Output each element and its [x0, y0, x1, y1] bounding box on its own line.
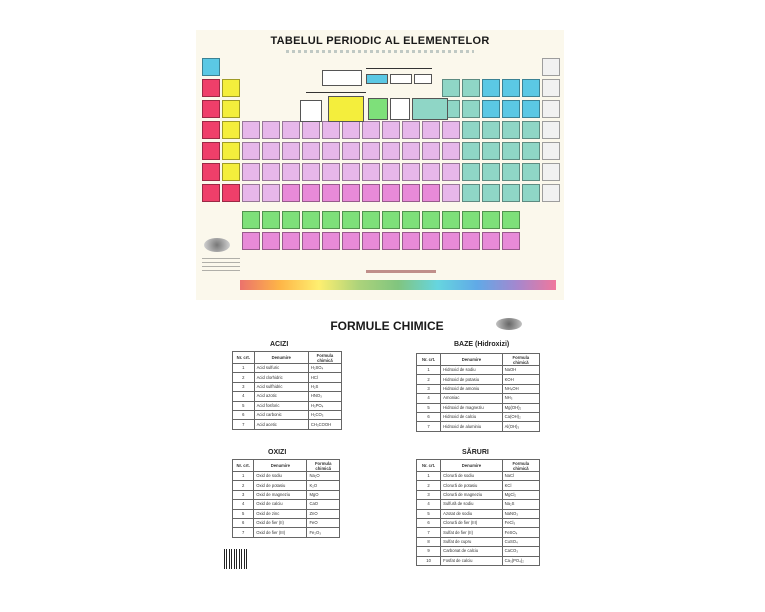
- element-cell: [202, 163, 220, 181]
- table-row: [417, 481, 540, 490]
- element-cell: [482, 100, 500, 118]
- table-cell: HNO₃: [308, 392, 341, 401]
- table-cell: 7: [417, 422, 441, 431]
- table-header-cell: Nr. crt.: [417, 354, 441, 366]
- table-cell: 3: [233, 490, 254, 499]
- table-cell: NH₄OH: [502, 384, 539, 393]
- table-cell: Fosfat de calciu: [441, 556, 502, 565]
- publisher-logo: [204, 238, 230, 252]
- logo-swirl-icon: [496, 318, 522, 330]
- table-row: [417, 547, 540, 556]
- table-row: [233, 382, 342, 391]
- table-cell: Hidroxid de potasiu: [441, 375, 502, 384]
- element-cell: [322, 121, 340, 139]
- table-cell: Hidroxid de amoniu: [441, 384, 502, 393]
- table-row: [417, 412, 540, 421]
- element-cell: [302, 184, 320, 202]
- table-cell: Carbonat de calciu: [441, 547, 502, 556]
- element-cell: [502, 232, 520, 250]
- element-cell: [262, 184, 280, 202]
- table-cell: ZnO: [307, 509, 340, 518]
- element-cell: [442, 121, 460, 139]
- table-cell: HCl: [308, 373, 341, 382]
- element-cell: [262, 163, 280, 181]
- table-row: [417, 403, 540, 412]
- table-cell: Clorură de sodiu: [441, 472, 502, 481]
- element-cell: [242, 121, 260, 139]
- table-cell: 5: [233, 509, 254, 518]
- table-cell: Sulfat de fier (II): [441, 528, 502, 537]
- table-cell: 6: [233, 410, 255, 419]
- table-cell: 5: [417, 509, 441, 518]
- baze-table: [416, 353, 540, 432]
- table-row: [233, 490, 340, 499]
- element-cell: [282, 163, 300, 181]
- table-cell: K₂O: [307, 481, 340, 490]
- table-cell: 5: [417, 403, 441, 412]
- periodic-table-poster: [196, 30, 564, 300]
- table-header-row: [417, 460, 540, 472]
- table-cell: 10: [417, 556, 441, 565]
- element-cell: [402, 121, 420, 139]
- table-cell: 2: [233, 373, 255, 382]
- table-cell: FeO: [307, 518, 340, 527]
- table-cell: Acid clorhidric: [254, 373, 308, 382]
- legend-box-1: [322, 70, 362, 86]
- element-cell: [282, 232, 300, 250]
- legend-box-4: [414, 74, 432, 84]
- table-cell: Acid sulfhidric: [254, 382, 308, 391]
- table-cell: Acid fosforic: [254, 401, 308, 410]
- table-header-cell: Denumire: [254, 352, 308, 364]
- table-cell: NaCl: [502, 472, 539, 481]
- element-cell: [322, 142, 340, 160]
- element-cell: [382, 211, 400, 229]
- element-cell: [322, 163, 340, 181]
- element-cell: [462, 142, 480, 160]
- element-cell: [342, 121, 360, 139]
- element-cell: [202, 142, 220, 160]
- element-cell: [342, 142, 360, 160]
- element-cell: [262, 211, 280, 229]
- table-cell: Acid carbonic: [254, 410, 308, 419]
- table-cell: Acid sulfuric: [254, 364, 308, 373]
- legend-box-3: [390, 74, 412, 84]
- element-cell: [302, 121, 320, 139]
- poster-caption-strip: [366, 270, 436, 273]
- table-cell: Sulfat de cupru: [441, 537, 502, 546]
- table-row: [233, 500, 340, 509]
- table-cell: Clorură de potasiu: [441, 481, 502, 490]
- element-cell: [502, 100, 520, 118]
- legend-box-6: [300, 100, 322, 122]
- element-cell: [422, 142, 440, 160]
- table-cell: Acid acetic: [254, 420, 308, 429]
- table-row: [233, 528, 340, 537]
- table-cell: Na₂S: [502, 500, 539, 509]
- element-cell: [462, 211, 480, 229]
- table-cell: CaO: [307, 500, 340, 509]
- sheet-logo: [486, 315, 526, 331]
- table-row: [233, 364, 342, 373]
- element-cell: [482, 142, 500, 160]
- table-row: [233, 518, 340, 527]
- element-cell: [402, 211, 420, 229]
- element-cell: [322, 184, 340, 202]
- table-header-cell: Formula chimică: [307, 460, 340, 472]
- table-header-row: [417, 354, 540, 366]
- spectrum-bar: [240, 280, 556, 290]
- element-cell: [222, 100, 240, 118]
- table-cell: 1: [417, 472, 441, 481]
- baze-title: BAZE (Hidroxizi): [454, 341, 510, 348]
- table-cell: 5: [233, 401, 255, 410]
- table-cell: Amoniac: [441, 394, 502, 403]
- element-cell: [202, 58, 220, 76]
- legend-box-2: [366, 74, 388, 84]
- element-cell: [462, 184, 480, 202]
- element-cell: [242, 163, 260, 181]
- chemical-formulas-sheet: [218, 303, 556, 575]
- element-cell: [362, 121, 380, 139]
- table-cell: 2: [233, 481, 254, 490]
- element-cell: [462, 121, 480, 139]
- element-cell: [542, 79, 560, 97]
- element-cell: [242, 211, 260, 229]
- table-row: [233, 420, 342, 429]
- element-cell: [502, 142, 520, 160]
- element-cell: [382, 163, 400, 181]
- table-row: [417, 537, 540, 546]
- element-cell: [342, 163, 360, 181]
- table-header-cell: Nr. crt.: [233, 352, 255, 364]
- element-cell: [502, 121, 520, 139]
- table-cell: H₂CO₃: [308, 410, 341, 419]
- element-cell: [442, 232, 460, 250]
- element-cell: [202, 100, 220, 118]
- table-cell: Hidroxid de aluminiu: [441, 422, 502, 431]
- element-cell: [362, 232, 380, 250]
- table-cell: Oxid de sodiu: [254, 472, 307, 481]
- table-cell: NH₃: [502, 394, 539, 403]
- table-cell: 6: [417, 412, 441, 421]
- table-cell: KCl: [502, 481, 539, 490]
- element-cell: [222, 142, 240, 160]
- table-cell: Al(OH)₃: [502, 422, 539, 431]
- saruri-title: SĂRURI: [462, 449, 489, 456]
- element-cell: [262, 142, 280, 160]
- table-row: [417, 556, 540, 565]
- table-header-cell: Nr. crt.: [417, 460, 441, 472]
- table-cell: Fe₂O₃: [307, 528, 340, 537]
- element-cell: [542, 163, 560, 181]
- oxizi-table: [232, 459, 340, 538]
- table-cell: Oxid de calciu: [254, 500, 307, 509]
- table-cell: NaOH: [502, 366, 539, 375]
- element-cell: [462, 232, 480, 250]
- element-cell: [522, 163, 540, 181]
- element-cell: [502, 211, 520, 229]
- element-cell: [302, 232, 320, 250]
- element-cell: [422, 121, 440, 139]
- table-cell: 1: [233, 364, 255, 373]
- table-row: [417, 528, 540, 537]
- acizi-table: [232, 351, 342, 430]
- element-cell: [442, 163, 460, 181]
- barcode: [224, 549, 248, 569]
- table-cell: Acid azotic: [254, 392, 308, 401]
- table-cell: H₂S: [308, 382, 341, 391]
- element-cell: [342, 211, 360, 229]
- table-cell: Hidroxid de calciu: [441, 412, 502, 421]
- poster-subtitle-strip: [286, 50, 474, 53]
- table-cell: Oxid de zinc: [254, 509, 307, 518]
- element-cell: [302, 142, 320, 160]
- element-cell: [542, 100, 560, 118]
- table-cell: 3: [417, 384, 441, 393]
- table-cell: 1: [417, 366, 441, 375]
- table-cell: Ca₃(PO₄)₂: [502, 556, 539, 565]
- table-cell: NaNO₃: [502, 509, 539, 518]
- element-cell: [242, 184, 260, 202]
- element-cell: [202, 79, 220, 97]
- table-cell: 2: [417, 481, 441, 490]
- element-cell: [542, 184, 560, 202]
- element-cell: [262, 121, 280, 139]
- table-cell: 4: [417, 394, 441, 403]
- table-header-row: [233, 352, 342, 364]
- element-cell: [442, 211, 460, 229]
- table-cell: Oxid de potasiu: [254, 481, 307, 490]
- element-cell: [362, 184, 380, 202]
- element-cell: [382, 184, 400, 202]
- table-cell: Na₂O: [307, 472, 340, 481]
- table-cell: 1: [233, 472, 254, 481]
- table-header-cell: Denumire: [254, 460, 307, 472]
- element-cell: [202, 184, 220, 202]
- table-cell: CH₃COOH: [308, 420, 341, 429]
- table-cell: H₂SO₄: [308, 364, 341, 373]
- element-cell: [462, 79, 480, 97]
- table-cell: 7: [233, 528, 254, 537]
- table-cell: 3: [417, 490, 441, 499]
- table-row: [417, 384, 540, 393]
- table-cell: 7: [417, 528, 441, 537]
- element-cell: [442, 184, 460, 202]
- table-cell: MgCl₂: [502, 490, 539, 499]
- element-cell: [222, 79, 240, 97]
- element-cell: [482, 184, 500, 202]
- table-cell: 4: [417, 500, 441, 509]
- element-cell: [402, 184, 420, 202]
- poster-note-text: [202, 258, 240, 272]
- table-cell: H₃PO₄: [308, 401, 341, 410]
- table-row: [417, 509, 540, 518]
- table-cell: KOH: [502, 375, 539, 384]
- table-header-cell: Denumire: [441, 460, 502, 472]
- element-cell: [302, 163, 320, 181]
- element-cell: [482, 163, 500, 181]
- table-row: [417, 472, 540, 481]
- table-cell: 6: [417, 518, 441, 527]
- element-cell: [542, 121, 560, 139]
- table-row: [233, 392, 342, 401]
- table-row: [417, 375, 540, 384]
- table-cell: Hidroxid de sodiu: [441, 366, 502, 375]
- element-cell: [402, 163, 420, 181]
- element-cell: [302, 211, 320, 229]
- table-row: [417, 394, 540, 403]
- table-cell: CaCO₃: [502, 547, 539, 556]
- saruri-table: [416, 459, 540, 566]
- table-row: [417, 500, 540, 509]
- table-header-cell: Formula chimică: [308, 352, 341, 364]
- element-cell: [482, 232, 500, 250]
- table-row: [233, 401, 342, 410]
- table-cell: Azotat de sodiu: [441, 509, 502, 518]
- table-header-cell: Denumire: [441, 354, 502, 366]
- table-cell: CuSO₄: [502, 537, 539, 546]
- element-cell: [342, 232, 360, 250]
- element-cell: [522, 121, 540, 139]
- element-cell: [482, 79, 500, 97]
- element-cell: [422, 184, 440, 202]
- element-cell: [202, 121, 220, 139]
- table-row: [233, 481, 340, 490]
- element-cell: [222, 163, 240, 181]
- table-cell: Sulfură de sodiu: [441, 500, 502, 509]
- legend-line-2: [306, 92, 366, 93]
- element-cell: [282, 142, 300, 160]
- table-row: [233, 509, 340, 518]
- element-cell: [422, 211, 440, 229]
- table-cell: 8: [417, 537, 441, 546]
- element-cell: [522, 142, 540, 160]
- element-cell: [522, 184, 540, 202]
- element-cell: [442, 79, 460, 97]
- element-cell: [262, 232, 280, 250]
- table-header-cell: Nr. crt.: [233, 460, 254, 472]
- element-cell: [522, 79, 540, 97]
- element-cell: [322, 232, 340, 250]
- element-cell: [402, 232, 420, 250]
- legend-box-9: [412, 98, 448, 120]
- element-cell: [362, 163, 380, 181]
- table-header-cell: Formula chimică: [502, 460, 539, 472]
- table-row: [417, 366, 540, 375]
- poster-title: TABELUL PERIODIC AL ELEMENTELOR: [270, 35, 490, 47]
- sheet-title: FORMULE CHIMICE: [330, 319, 444, 333]
- element-cell: [222, 121, 240, 139]
- table-cell: Clorură de magneziu: [441, 490, 502, 499]
- element-cell: [282, 211, 300, 229]
- element-cell: [442, 142, 460, 160]
- element-cell: [342, 184, 360, 202]
- table-cell: 4: [233, 392, 255, 401]
- table-cell: Hidroxid de magneziu: [441, 403, 502, 412]
- table-row: [417, 490, 540, 499]
- table-cell: 3: [233, 382, 255, 391]
- element-cell: [402, 142, 420, 160]
- element-cell: [462, 100, 480, 118]
- table-cell: Ca(OH)₂: [502, 412, 539, 421]
- element-cell: [462, 163, 480, 181]
- table-cell: FeCl₃: [502, 518, 539, 527]
- table-row: [417, 518, 540, 527]
- oxizi-title: OXIZI: [268, 449, 287, 456]
- table-header-cell: Formula chimică: [502, 354, 539, 366]
- table-cell: Clorură de fier (III): [441, 518, 502, 527]
- table-row: [233, 410, 342, 419]
- table-row: [417, 422, 540, 431]
- table-cell: Oxid de fier (II): [254, 518, 307, 527]
- table-header-row: [233, 460, 340, 472]
- element-cell: [422, 232, 440, 250]
- table-cell: 9: [417, 547, 441, 556]
- element-cell: [522, 100, 540, 118]
- element-cell: [502, 79, 520, 97]
- element-cell: [282, 121, 300, 139]
- acizi-title: ACIZI: [270, 341, 289, 348]
- element-cell: [222, 184, 240, 202]
- element-cell: [242, 142, 260, 160]
- table-cell: 6: [233, 518, 254, 527]
- table-row: [233, 472, 340, 481]
- element-cell: [382, 121, 400, 139]
- table-cell: Mg(OH)₂: [502, 403, 539, 412]
- table-cell: FeSO₄: [502, 528, 539, 537]
- element-cell: [362, 211, 380, 229]
- element-cell: [382, 142, 400, 160]
- element-cell: [382, 232, 400, 250]
- element-cell: [482, 211, 500, 229]
- element-cell: [362, 142, 380, 160]
- element-cell: [542, 142, 560, 160]
- element-cell: [502, 184, 520, 202]
- element-cell: [242, 232, 260, 250]
- table-cell: Oxid de magneziu: [254, 490, 307, 499]
- table-cell: Oxid de fier (III): [254, 528, 307, 537]
- element-cell: [542, 58, 560, 76]
- table-cell: MgO: [307, 490, 340, 499]
- legend-box-5: [328, 96, 364, 122]
- table-row: [233, 373, 342, 382]
- element-cell: [422, 163, 440, 181]
- element-cell: [482, 121, 500, 139]
- legend-line-1: [366, 68, 432, 69]
- element-cell: [502, 163, 520, 181]
- element-cell: [282, 184, 300, 202]
- table-cell: 2: [417, 375, 441, 384]
- table-cell: 4: [233, 500, 254, 509]
- table-cell: 7: [233, 420, 255, 429]
- legend-box-7: [368, 98, 388, 120]
- element-cell: [322, 211, 340, 229]
- legend-box-8: [390, 98, 410, 120]
